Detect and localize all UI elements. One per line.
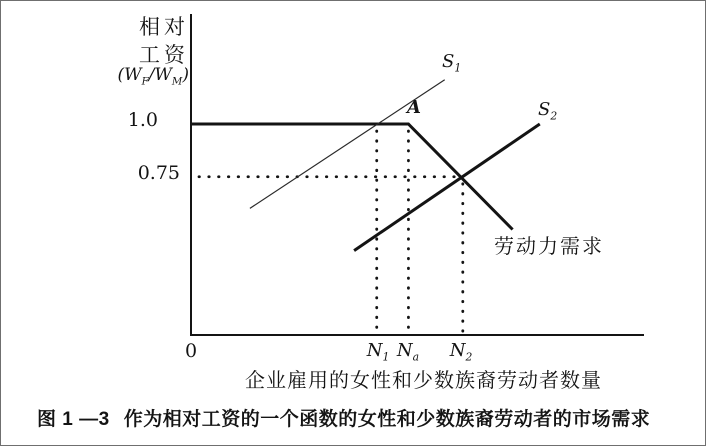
figure-caption bbox=[37, 404, 650, 431]
x-tick-n2: $N_2$ bbox=[449, 340, 473, 364]
x-tick-na: $N_a$ bbox=[396, 340, 420, 364]
y-axis-title-line2: 工资 bbox=[139, 44, 189, 67]
y-tick-0.75: 0.75 bbox=[137, 162, 180, 184]
s2-curve-label: $S_2$ bbox=[538, 99, 558, 123]
y-tick-1.0: 1.0 bbox=[127, 109, 158, 131]
y-axis-title-line1: 相对 bbox=[139, 16, 189, 39]
demand-curve-label: 劳动力需求 bbox=[494, 236, 604, 258]
y-axis-formula: $(W_F/W_M)$ bbox=[117, 65, 189, 88]
caption-text: 作为相对工资的一个函数的女性和少数族裔劳动者的市场需求 bbox=[123, 409, 651, 430]
x-axis-title: 企业雇用的女性和少数族裔劳动者数量 bbox=[245, 370, 602, 392]
caption-number: 图 1 —3 bbox=[37, 409, 110, 430]
s1-curve-label: $S_1$ bbox=[442, 51, 462, 75]
origin-label: 0 bbox=[184, 340, 198, 362]
point-a-label: A bbox=[407, 97, 421, 118]
x-tick-n1: $N_1$ bbox=[366, 340, 390, 364]
